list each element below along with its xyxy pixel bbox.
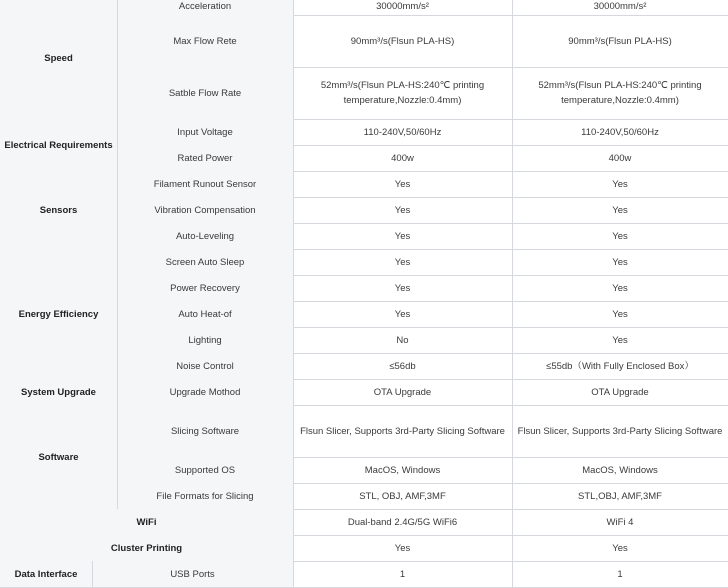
spec-value-b: Yes xyxy=(612,230,628,242)
grid-line xyxy=(117,119,118,171)
category-sensors: Sensors xyxy=(0,171,117,249)
spec-label: Slicing Software xyxy=(117,405,293,457)
spec-value-a: ≤56db xyxy=(389,360,416,372)
category-data-interface: Data Interface xyxy=(0,561,92,587)
spec-label: Max Flow Rete xyxy=(117,15,293,67)
spec-value-a: Yes xyxy=(394,542,411,554)
spec-label: Acceleration xyxy=(117,0,293,15)
grid-line xyxy=(117,405,118,509)
spec-label: Lighting xyxy=(117,327,293,353)
spec-value-a: Yes xyxy=(394,178,411,190)
spec-value-b: 30000mm/s² xyxy=(593,0,647,12)
spec-value-a: Yes xyxy=(394,204,411,216)
spec-value-a: STL, OBJ, AMF,3MF xyxy=(359,490,446,502)
category-wifi: WiFi xyxy=(0,509,293,535)
spec-value-a: 400w xyxy=(391,152,414,164)
spec-value-a: 1 xyxy=(399,568,406,580)
spec-value-b: Yes xyxy=(612,256,628,268)
spec-value-b: Yes xyxy=(612,282,628,294)
spec-value-b: WiFi 4 xyxy=(606,516,634,528)
spec-value-a: 110-240V,50/60Hz xyxy=(363,126,442,138)
spec-label: Supported OS xyxy=(117,457,293,483)
spec-value-b: Yes xyxy=(612,204,628,216)
spec-value-b: 90mm³/s(Flsun PLA-HS) xyxy=(568,35,672,47)
spec-label: Noise Control xyxy=(117,353,293,379)
spec-value-a: 90mm³/s(Flsun PLA-HS) xyxy=(350,35,455,47)
category-electrical-requirements: Electrical Requirements xyxy=(0,119,117,171)
spec-value-a: Yes xyxy=(394,308,411,320)
grid-line xyxy=(117,0,118,119)
grid-line xyxy=(512,0,513,587)
grid-line xyxy=(117,171,118,249)
spec-value-b: STL,OBJ, AMF,3MF xyxy=(578,490,662,502)
spec-label: Vibration Compensation xyxy=(117,197,293,223)
grid-line xyxy=(117,379,118,405)
spec-label: File Formats for Slicing xyxy=(117,483,293,509)
spec-value-a: Yes xyxy=(394,256,411,268)
spec-value-b: ≤55db（With Fully Enclosed Box） xyxy=(546,360,694,372)
spec-value-b: Yes xyxy=(612,334,628,346)
spec-value-a: Yes xyxy=(394,282,411,294)
spec-value-b: Yes xyxy=(612,542,628,554)
spec-label: Screen Auto Sleep xyxy=(117,249,293,275)
grid-line xyxy=(117,249,118,379)
spec-value-b: Yes xyxy=(612,178,628,190)
spec-label: Upgrade Mothod xyxy=(117,379,293,405)
grid-line xyxy=(92,561,93,587)
spec-value-b: 1 xyxy=(617,568,623,580)
category-software: Software xyxy=(0,405,117,509)
spec-value-a: Flsun Slicer, Supports 3rd-Party Slicing Software xyxy=(300,425,505,437)
spec-value-a: No xyxy=(396,334,409,346)
spec-value-a: 30000mm/s² xyxy=(376,0,429,12)
spec-label: Auto-Leveling xyxy=(117,223,293,249)
spec-label: USB Ports xyxy=(92,561,293,587)
spec-value-b: MacOS, Windows xyxy=(582,464,658,476)
spec-label: Satble Flow Rate xyxy=(117,67,293,119)
category-speed: Speed xyxy=(0,0,117,119)
spec-value-b: 52mm³/s(Flsun PLA-HS:240℃ printing temperature,Nozzle:0.4mm) xyxy=(538,80,702,106)
spec-label: Power Recovery xyxy=(117,275,293,301)
grid-line xyxy=(293,0,294,587)
spec-value-b: Yes xyxy=(612,308,628,320)
category-cluster-printing: Cluster Printing xyxy=(0,535,293,561)
spec-label: Auto Heat-of xyxy=(117,301,293,327)
category-energy-efficiency: Energy Efficiency xyxy=(0,249,117,379)
spec-value-a: MacOS, Windows xyxy=(364,464,441,476)
category-system-upgrade: System Upgrade xyxy=(0,379,117,405)
spec-value-b: OTA Upgrade xyxy=(591,386,649,398)
spec-value-b: 400w xyxy=(608,152,632,164)
spec-value-a: OTA Upgrade xyxy=(373,386,432,398)
spec-value-a: Dual-band 2.4G/5G WiFi6 xyxy=(347,516,458,528)
grid-line xyxy=(0,587,728,588)
spec-value-b: Flsun Slicer, Supports 3rd-Party Slicing Software xyxy=(517,425,723,437)
spec-value-b: 110-240V,50/60Hz xyxy=(581,126,659,138)
spec-value-a: Yes xyxy=(394,230,411,242)
spec-label: Input Voltage xyxy=(117,119,293,145)
spec-label: Filament Runout Sensor xyxy=(117,171,293,197)
spec-label: Rated Power xyxy=(117,145,293,171)
spec-value-a: 52mm³/s(Flsun PLA-HS:240℃ printing temperature,Nozzle:0.4mm) xyxy=(320,80,485,106)
